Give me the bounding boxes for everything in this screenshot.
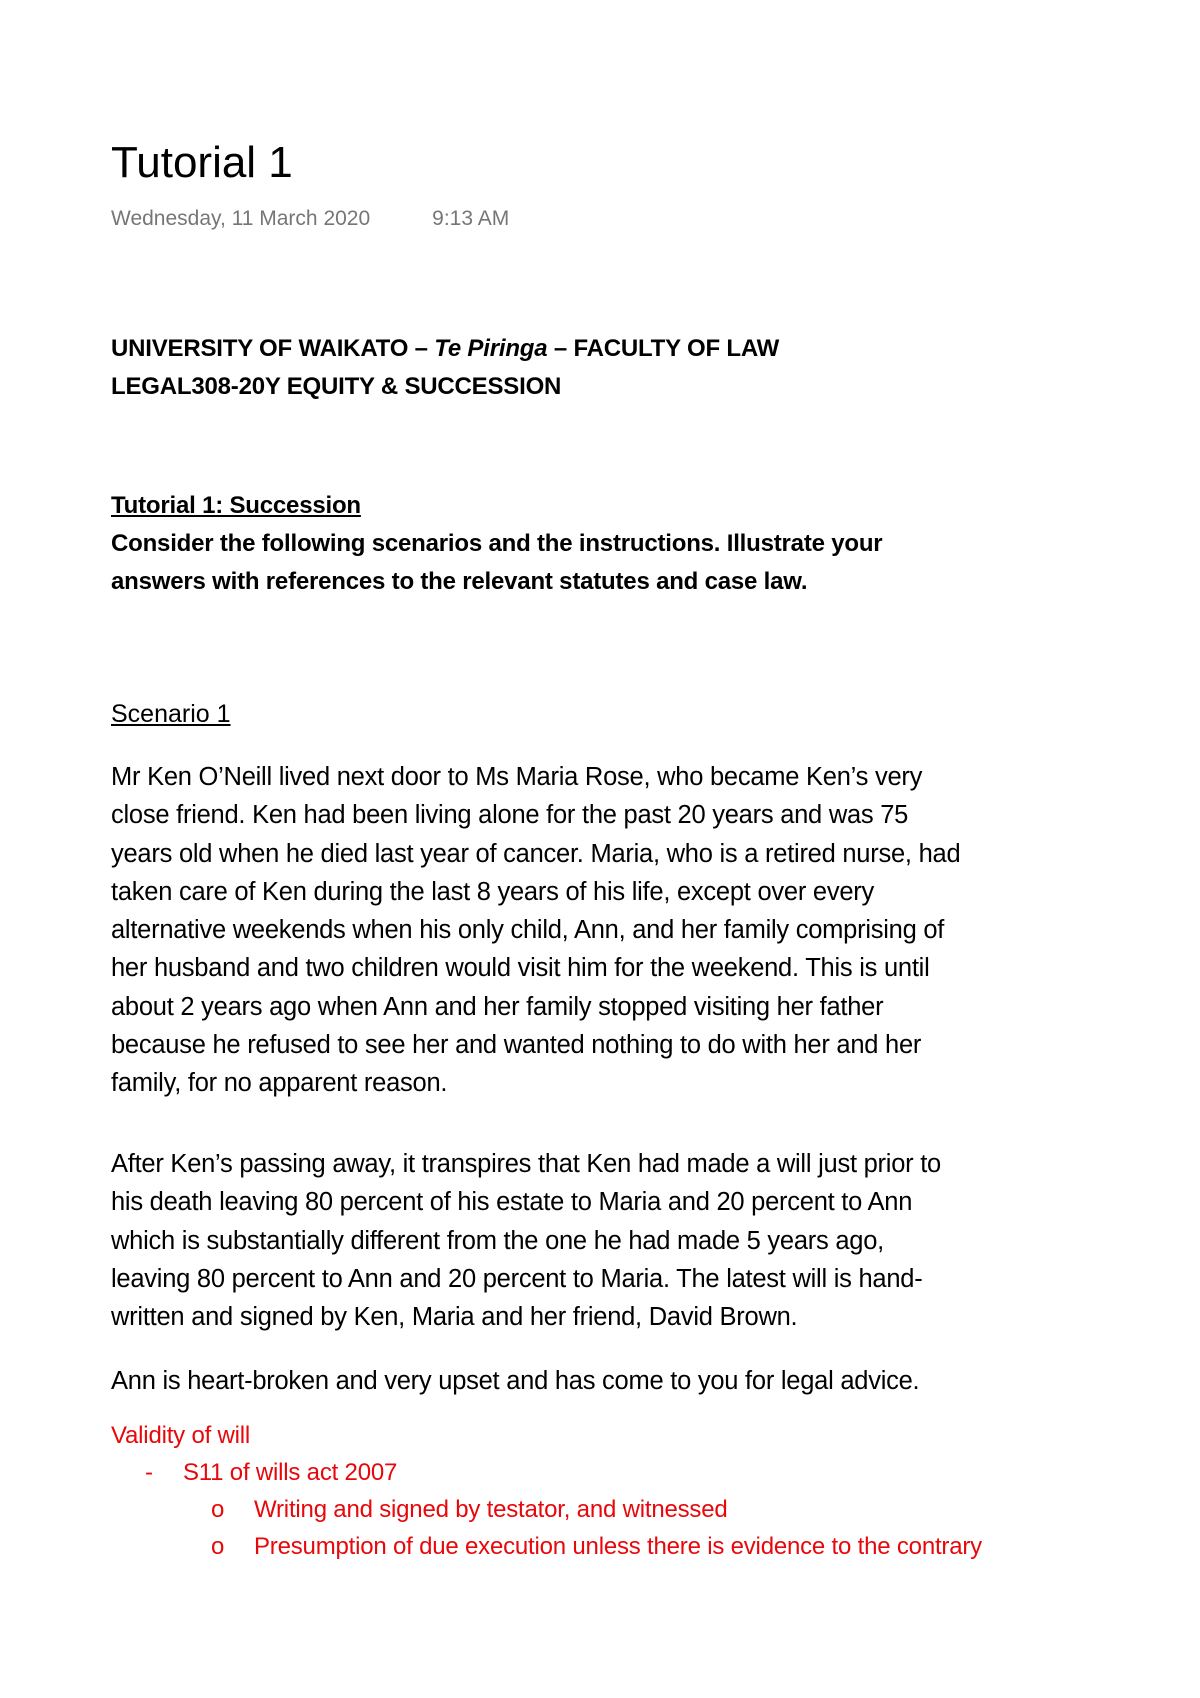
scenario-paragraph-2 <box>111 1145 1131 1336</box>
paragraph-line: about 2 years ago when Ann and her family stopped visiting her father <box>111 992 884 1021</box>
paragraph-line: family, for no apparent reason. <box>111 1069 448 1098</box>
paragraph-line: alternative weekends when his only child, Ann, and her family comprising of <box>111 916 945 945</box>
list-item-text: S11 of wills act 2007 <box>183 1459 398 1486</box>
paragraph-line: close friend. Ken had been living alone for the past 20 years and was 75 <box>111 801 909 830</box>
university-line <box>111 330 779 368</box>
notes-section <box>111 1418 982 1566</box>
instructions-line-1: Consider the following scenarios and the instructions. Illustrate your <box>111 530 883 557</box>
notes-heading-text: Validity of will <box>111 1422 251 1449</box>
paragraph-line: leaving 80 percent to Ann and 20 percent to Maria. The latest will is hand- <box>111 1264 923 1293</box>
paragraph-line: Ann is heart-broken and very upset and has come to you for legal advice. <box>111 1367 920 1395</box>
instructions-line-2: answers with references to the relevant statutes and case law. <box>111 568 808 595</box>
notes-heading <box>111 1418 250 1455</box>
paragraph-line: because he refused to see her and wanted nothing to do with her and her <box>111 1031 922 1060</box>
page-date: Wednesday, 11 March 2020 <box>111 207 371 230</box>
course-code-line: LEGAL308-20Y EQUITY & SUCCESSION <box>111 373 562 400</box>
te-piringa-text: Te Piringa <box>434 335 548 362</box>
page-meta <box>111 205 509 233</box>
faculty-suffix: – FACULTY OF LAW <box>547 335 780 362</box>
paragraph-line: taken care of Ken during the last 8 years of his life, except over every <box>111 877 874 906</box>
paragraph-line: After Ken’s passing away, it transpires that Ken had made a will just prior to <box>111 1150 941 1178</box>
paragraph-line: years old when he died last year of cancer. Maria, who is a retired nurse, had <box>111 839 961 868</box>
scenario-title: Scenario 1 <box>111 700 231 728</box>
list-item <box>111 1529 982 1566</box>
list-item <box>111 1455 398 1492</box>
university-prefix: UNIVERSITY OF WAIKATO – <box>111 335 435 362</box>
paragraph-line: written and signed by Ken, Maria and her friend, David Brown. <box>111 1303 798 1332</box>
tutorial-instructions <box>111 487 1111 601</box>
paragraph-line: Mr Ken O’Neill lived next door to Ms Maria Rose, who became Ken’s very <box>111 763 923 791</box>
scenario-paragraph-1 <box>111 758 1131 1103</box>
page-time: 9:13 AM <box>432 207 510 230</box>
tutorial-title: Tutorial 1: Succession <box>111 492 361 519</box>
scenario-paragraph-3 <box>111 1362 1131 1400</box>
paragraph-line: her husband and two children would visit him for the weekend. This is until <box>111 954 930 983</box>
circle-bullet-icon: o <box>211 1496 225 1523</box>
list-item-text: Writing and signed by testator, and witnessed <box>254 1496 728 1523</box>
list-item-text: Presumption of due execution unless there is evidence to the contrary <box>254 1533 982 1560</box>
page-title: Tutorial 1 <box>111 138 293 187</box>
course-heading <box>111 330 779 406</box>
circle-bullet-icon: o <box>211 1533 225 1560</box>
list-item <box>111 1492 728 1529</box>
paragraph-line: which is substantially different from the one he had made 5 years ago, <box>111 1226 884 1255</box>
dash-bullet-icon: - <box>145 1459 153 1486</box>
paragraph-line: his death leaving 80 percent of his estate to Maria and 20 percent to Ann <box>111 1188 913 1217</box>
